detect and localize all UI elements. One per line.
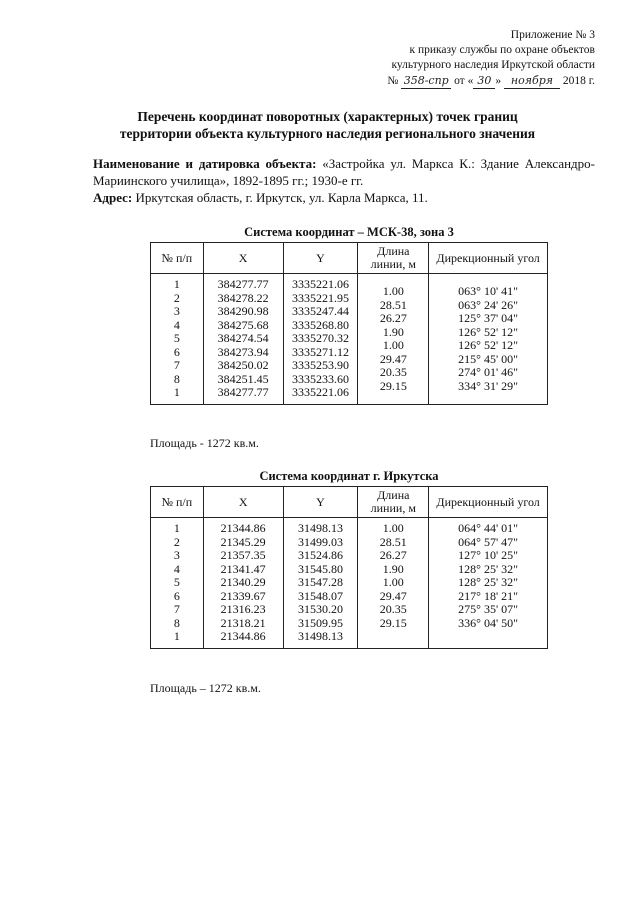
x-value: 21344.86 <box>220 629 266 643</box>
x-value: 21316.23 <box>220 602 266 616</box>
length-value: 1.90 <box>382 324 404 339</box>
angle-value: 063° 10' 41" <box>458 284 519 298</box>
y-value: 3335253.90 <box>291 358 349 372</box>
point-number: 1 <box>173 277 180 291</box>
y-value: 31524.86 <box>297 548 343 562</box>
order-month-handwritten: ноября <box>504 73 560 89</box>
header-line-length: Длина линии, м <box>358 487 429 518</box>
point-number: 2 <box>173 534 180 549</box>
length-value: 28.51 <box>379 297 407 312</box>
point-number: 5 <box>173 331 180 345</box>
y-value: 31509.95 <box>297 615 343 630</box>
y-column <box>283 274 358 405</box>
point-number: 7 <box>173 602 180 616</box>
point-number: 4 <box>173 317 180 332</box>
length-value: 1.00 <box>382 521 404 535</box>
x-value: 21318.21 <box>220 615 266 630</box>
x-value: 384250.02 <box>217 358 269 372</box>
length-value: 29.15 <box>379 615 407 630</box>
header-y: Y <box>283 243 358 274</box>
object-name-paragraph <box>93 155 595 189</box>
appendix-order-line: к приказу службы по охране объектов <box>409 44 595 56</box>
angle-column <box>429 518 548 649</box>
y-value: 3335247.44 <box>291 304 349 318</box>
angle-value: 336° 04' 50" <box>458 615 519 630</box>
table-body-row <box>151 274 548 405</box>
length-column <box>358 518 429 649</box>
order-day-handwritten: 30 <box>473 73 495 89</box>
point-number: 1 <box>173 521 180 535</box>
object-address-label: Адрес: <box>93 190 133 205</box>
length-value: 1.00 <box>382 575 404 589</box>
x-column <box>203 274 283 405</box>
angle-value: 217° 18' 21" <box>458 588 519 603</box>
point-number: 6 <box>173 588 180 603</box>
x-value: 21344.86 <box>220 521 266 535</box>
length-value: 26.27 <box>379 548 407 562</box>
x-value: 21345.29 <box>220 534 266 549</box>
point-number: 8 <box>173 615 180 630</box>
order-date-from-label: от « <box>454 75 474 87</box>
x-value: 384277.77 <box>217 385 269 399</box>
length-value: 26.27 <box>379 311 407 325</box>
object-address-paragraph <box>93 189 595 206</box>
length-value: 20.35 <box>379 365 407 379</box>
angle-value: 126° 52' 12" <box>458 338 519 352</box>
object-address-value: Иркутская область, г. Иркутск, ул. Карла Маркса, 11. <box>135 190 428 205</box>
y-value: 31548.07 <box>297 588 343 603</box>
length-value: 28.51 <box>379 534 407 549</box>
y-value: 3335221.06 <box>291 385 349 399</box>
length-value: 29.47 <box>379 351 407 366</box>
table-header-row <box>151 487 548 518</box>
length-value: 29.47 <box>379 588 407 603</box>
x-value: 384275.68 <box>217 317 269 332</box>
angle-value: 275° 35' 07" <box>458 602 519 616</box>
angle-value: 274° 01' 46" <box>458 365 519 379</box>
x-value: 21339.67 <box>220 588 266 603</box>
x-value: 384277.77 <box>217 277 269 291</box>
y-value: 31498.13 <box>297 629 343 643</box>
header-direction-angle: Дирекционный угол <box>429 487 548 518</box>
point-number: 1 <box>173 629 180 643</box>
y-value: 3335268.80 <box>291 317 349 332</box>
table-header-row <box>151 243 548 274</box>
point-number: 7 <box>173 358 180 372</box>
x-value: 384251.45 <box>217 371 269 386</box>
header-x: X <box>203 487 283 518</box>
header-point-number: № п/п <box>151 487 204 518</box>
y-value: 31498.13 <box>297 521 343 535</box>
x-column <box>203 518 283 649</box>
point-number: 6 <box>173 344 180 359</box>
y-value: 31545.80 <box>297 561 343 576</box>
angle-value: 334° 31' 29" <box>458 378 519 393</box>
point-number: 2 <box>173 290 180 305</box>
y-value: 3335221.06 <box>291 277 349 291</box>
length-value: 20.35 <box>379 602 407 616</box>
order-year: 2018 г. <box>562 75 595 87</box>
y-value: 31530.20 <box>297 602 343 616</box>
angle-value: 063° 24' 26" <box>458 297 519 312</box>
length-value: 1.00 <box>382 338 404 352</box>
document-title <box>60 108 595 142</box>
header-direction-angle: Дирекционный угол <box>429 243 548 274</box>
angle-value: 128° 25' 32" <box>458 561 519 576</box>
order-number-handwritten: 358-спр <box>401 73 451 89</box>
appendix-authority-line: культурного наследия Иркутской области <box>391 59 595 71</box>
points-column <box>151 274 204 405</box>
coord-system-title-msk38: Система координат – МСК-38, зона 3 <box>244 225 454 239</box>
title-line-2: территории объекта культурного наследия регионального значения <box>119 126 536 141</box>
coords-table-msk38 <box>150 242 548 405</box>
object-name-label: Наименование и датировка объекта: <box>93 156 317 171</box>
y-value: 3335271.12 <box>291 344 349 359</box>
y-value: 3335221.95 <box>291 290 349 305</box>
angle-value: 128° 25' 32" <box>458 575 519 589</box>
header-x: X <box>203 243 283 274</box>
title-line-1: Перечень координат поворотных (характерных) точек границ <box>137 109 518 124</box>
order-number-label: № <box>387 75 399 87</box>
x-value: 384273.94 <box>217 344 269 359</box>
length-value: 29.15 <box>379 378 407 393</box>
y-value: 3335270.32 <box>291 331 349 345</box>
angle-value: 064° 44' 01" <box>458 521 519 535</box>
length-column <box>358 274 429 405</box>
x-value: 21341.47 <box>220 561 266 576</box>
y-column <box>283 518 358 649</box>
object-name-value: «Застройка ул. Маркса К.: Здание Александро-Мариинского училища», 1892-1895 гг.; 1930-е гг. <box>93 156 596 188</box>
length-value: 1.90 <box>382 561 404 576</box>
points-column <box>151 518 204 649</box>
x-value: 21340.29 <box>220 575 266 589</box>
area-msk38: Площадь - 1272 кв.м. <box>150 436 259 450</box>
appendix-header <box>255 28 595 89</box>
angle-column <box>429 274 548 405</box>
point-number: 5 <box>173 575 180 589</box>
x-value: 384274.54 <box>217 331 269 345</box>
point-number: 3 <box>173 548 180 562</box>
point-number: 4 <box>173 561 180 576</box>
header-y: Y <box>283 487 358 518</box>
x-value: 21357.35 <box>220 548 266 562</box>
header-line-length: Длина линии, м <box>358 243 429 274</box>
angle-value: 215° 45' 00" <box>458 351 519 366</box>
angle-value: 126° 52' 12" <box>458 324 519 339</box>
coords-table-irkutsk <box>150 486 548 649</box>
length-value: 1.00 <box>382 284 404 298</box>
y-value: 31499.03 <box>297 534 343 549</box>
angle-value: 064° 57' 47" <box>458 534 519 549</box>
header-point-number: № п/п <box>151 243 204 274</box>
point-number: 3 <box>173 304 180 318</box>
point-number: 8 <box>173 371 180 386</box>
angle-value: 127° 10' 25" <box>458 548 519 562</box>
area-irkutsk: Площадь – 1272 кв.м. <box>150 681 261 695</box>
appendix-order-ref <box>255 73 595 89</box>
object-info <box>93 155 595 206</box>
y-value: 3335233.60 <box>291 371 349 386</box>
coord-system-title-irkutsk: Система координат г. Иркутска <box>259 469 439 483</box>
x-value: 384278.22 <box>217 290 269 305</box>
appendix-number: Приложение № 3 <box>510 29 595 41</box>
point-number: 1 <box>173 385 180 399</box>
table-body-row <box>151 518 548 649</box>
y-value: 31547.28 <box>297 575 343 589</box>
x-value: 384290.98 <box>217 304 269 318</box>
angle-value: 125° 37' 04" <box>458 311 519 325</box>
order-day-close: » <box>495 75 502 87</box>
